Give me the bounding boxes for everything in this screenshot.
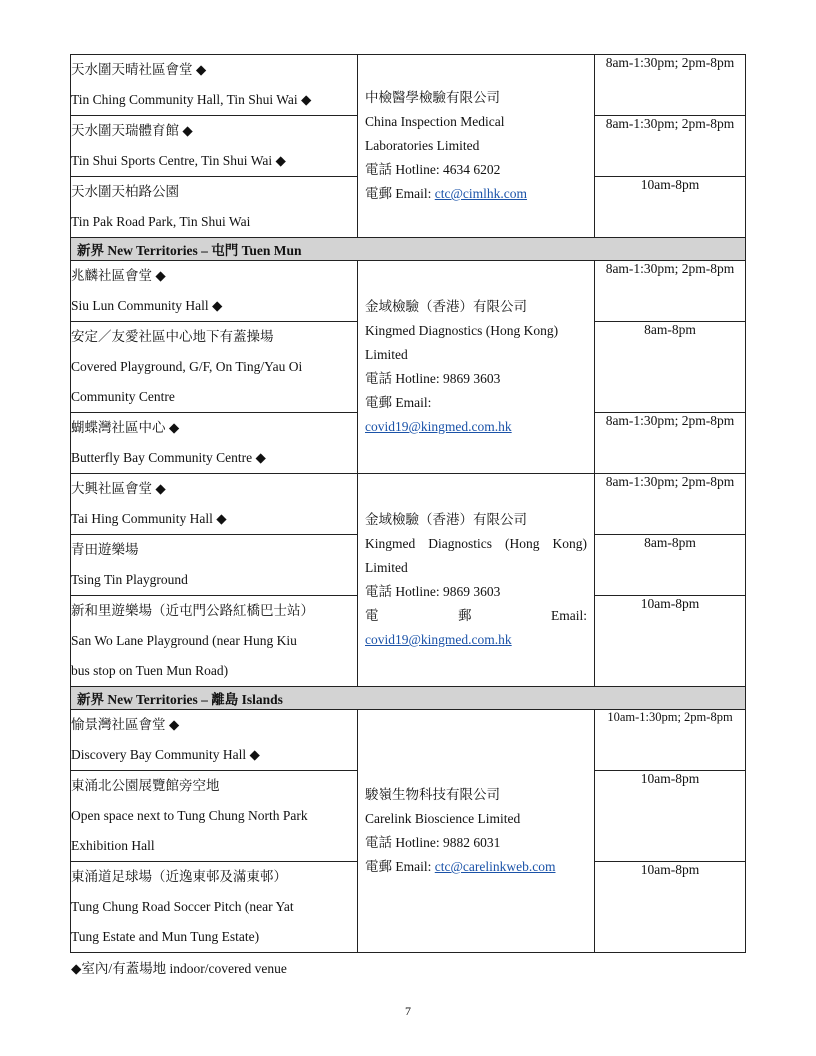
venue-name-zh: 蝴蝶灣社區中心 ◆ xyxy=(71,420,180,435)
provider-name-en: Limited xyxy=(365,347,408,362)
opening-hours: 8am-8pm xyxy=(595,535,746,596)
email-label: 電 郵 Email: xyxy=(365,608,587,623)
email-link[interactable]: covid19@kingmed.com.hk xyxy=(365,632,512,647)
venue-name-en: Tin Ching Community Hall, Tin Shui Wai ◆ xyxy=(71,92,312,107)
venue-name-zh: 安定／友愛社區中心地下有蓋操場 xyxy=(71,329,274,344)
provider-cell xyxy=(358,261,595,474)
venue-cell xyxy=(71,261,358,322)
section-header-row xyxy=(71,238,746,261)
venue-name-zh: 新和里遊樂場（近屯門公路紅橋巴士站） xyxy=(71,603,314,618)
email-link[interactable]: ctc@carelinkweb.com xyxy=(434,859,556,874)
venue-name-en: bus stop on Tuen Mun Road) xyxy=(71,663,229,678)
email-label: 電郵 Email: xyxy=(365,395,432,410)
venue-name-zh: 兆麟社區會堂 ◆ xyxy=(71,268,166,283)
opening-hours: 8am-1:30pm; 2pm-8pm xyxy=(595,261,746,322)
provider-name-en: Carelink Bioscience Limited xyxy=(365,811,521,826)
provider-hotline: 電話 Hotline: 4634 6202 xyxy=(365,162,501,177)
page-number: 7 xyxy=(405,1004,411,1018)
venue-name-en: Tsing Tin Playground xyxy=(71,572,188,587)
email-link[interactable]: ctc@cimlhk.com xyxy=(434,186,528,201)
provider-name-en: Laboratories Limited xyxy=(365,138,480,153)
venue-cell xyxy=(71,771,358,862)
provider-cell xyxy=(358,710,595,953)
venue-cell xyxy=(71,413,358,474)
venue-cell xyxy=(71,474,358,535)
opening-hours: 10am-1:30pm; 2pm-8pm xyxy=(595,710,746,771)
venue-cell xyxy=(71,177,358,238)
provider-cell xyxy=(358,55,595,238)
venue-name-en: San Wo Lane Playground (near Hung Kiu xyxy=(71,633,297,648)
footnote: ◆室內/有蓋場地 indoor/covered venue xyxy=(71,961,287,976)
opening-hours: 8am-1:30pm; 2pm-8pm xyxy=(595,55,746,116)
provider-name-zh: 駿嶺生物科技有限公司 xyxy=(365,787,500,802)
venue-name-en: Butterfly Bay Community Centre ◆ xyxy=(71,450,266,465)
provider-name-zh: 中檢醫學檢驗有限公司 xyxy=(365,90,500,105)
venue-name-en: Tin Pak Road Park, Tin Shui Wai xyxy=(71,214,251,229)
provider-name-en: Kingmed Diagnostics (Hong Kong) xyxy=(365,536,587,551)
provider-name-en: China Inspection Medical xyxy=(365,114,505,129)
provider-email xyxy=(365,182,587,206)
opening-hours: 8am-1:30pm; 2pm-8pm xyxy=(595,413,746,474)
venue-cell xyxy=(71,322,358,413)
opening-hours: 10am-8pm xyxy=(595,596,746,687)
venue-name-en: Tung Chung Road Soccer Pitch (near Yat xyxy=(71,899,294,914)
table-row xyxy=(71,710,746,771)
venue-cell xyxy=(71,596,358,687)
venue-name-en: Community Centre xyxy=(71,389,175,404)
provider-hotline: 電話 Hotline: 9882 6031 xyxy=(365,835,501,850)
opening-hours: 8am-8pm xyxy=(595,322,746,413)
venue-name-zh: 東涌北公園展覽館旁空地 xyxy=(71,778,220,793)
email-link[interactable]: covid19@kingmed.com.hk xyxy=(365,419,512,434)
opening-hours: 8am-1:30pm; 2pm-8pm xyxy=(595,474,746,535)
venue-name-en: Tung Estate and Mun Tung Estate) xyxy=(71,929,260,944)
venue-name-zh: 大興社區會堂 ◆ xyxy=(71,481,166,496)
provider-name-en: Kingmed Diagnostics (Hong Kong) xyxy=(365,323,559,338)
venue-name-en: Tai Hing Community Hall ◆ xyxy=(71,511,227,526)
opening-hours: 8am-1:30pm; 2pm-8pm xyxy=(595,116,746,177)
email-label: 電郵 Email: xyxy=(365,186,435,201)
opening-hours: 10am-8pm xyxy=(595,771,746,862)
venue-name-en: Open space next to Tung Chung North Park xyxy=(71,808,308,823)
venue-cell xyxy=(71,535,358,596)
provider-name-en: Limited xyxy=(365,560,408,575)
venue-cell xyxy=(71,710,358,771)
section-header-row xyxy=(71,687,746,710)
venue-name-en: Siu Lun Community Hall ◆ xyxy=(71,298,223,313)
venue-name-zh: 青田遊樂場 xyxy=(71,542,139,557)
venue-name-en: Exhibition Hall xyxy=(71,838,155,853)
venue-name-zh: 天水圍天柏路公園 xyxy=(71,184,179,199)
table-row xyxy=(71,261,746,322)
provider-name-zh: 金域檢驗（香港）有限公司 xyxy=(365,299,527,314)
provider-cell xyxy=(358,474,595,687)
venue-cell xyxy=(71,55,358,116)
section-title: 新界 New Territories – 屯門 Tuen Mun xyxy=(71,238,746,261)
testing-centre-table xyxy=(70,54,746,953)
venue-name-en: Tin Shui Sports Centre, Tin Shui Wai ◆ xyxy=(71,153,286,168)
table-row xyxy=(71,55,746,116)
venue-name-zh: 東涌道足球場（近逸東邨及滿東邨） xyxy=(71,869,287,884)
opening-hours: 10am-8pm xyxy=(595,862,746,953)
venue-name-en: Covered Playground, G/F, On Ting/Yau Oi xyxy=(71,359,303,374)
venue-name-zh: 天水圍天晴社區會堂 ◆ xyxy=(71,62,207,77)
provider-hotline: 電話 Hotline: 9869 3603 xyxy=(365,371,501,386)
opening-hours: 10am-8pm xyxy=(595,177,746,238)
venue-cell xyxy=(71,862,358,953)
venue-name-en: Discovery Bay Community Hall ◆ xyxy=(71,747,260,762)
venue-name-zh: 天水圍天瑞體育館 ◆ xyxy=(71,123,193,138)
email-label: 電郵 Email: xyxy=(365,859,435,874)
venue-name-zh: 愉景灣社區會堂 ◆ xyxy=(71,717,180,732)
venue-cell xyxy=(71,116,358,177)
provider-name-zh: 金域檢驗（香港）有限公司 xyxy=(365,512,527,527)
table-row xyxy=(71,474,746,535)
provider-email xyxy=(365,855,587,879)
provider-hotline: 電話 Hotline: 9869 3603 xyxy=(365,584,501,599)
section-title: 新界 New Territories – 離島 Islands xyxy=(71,687,746,710)
